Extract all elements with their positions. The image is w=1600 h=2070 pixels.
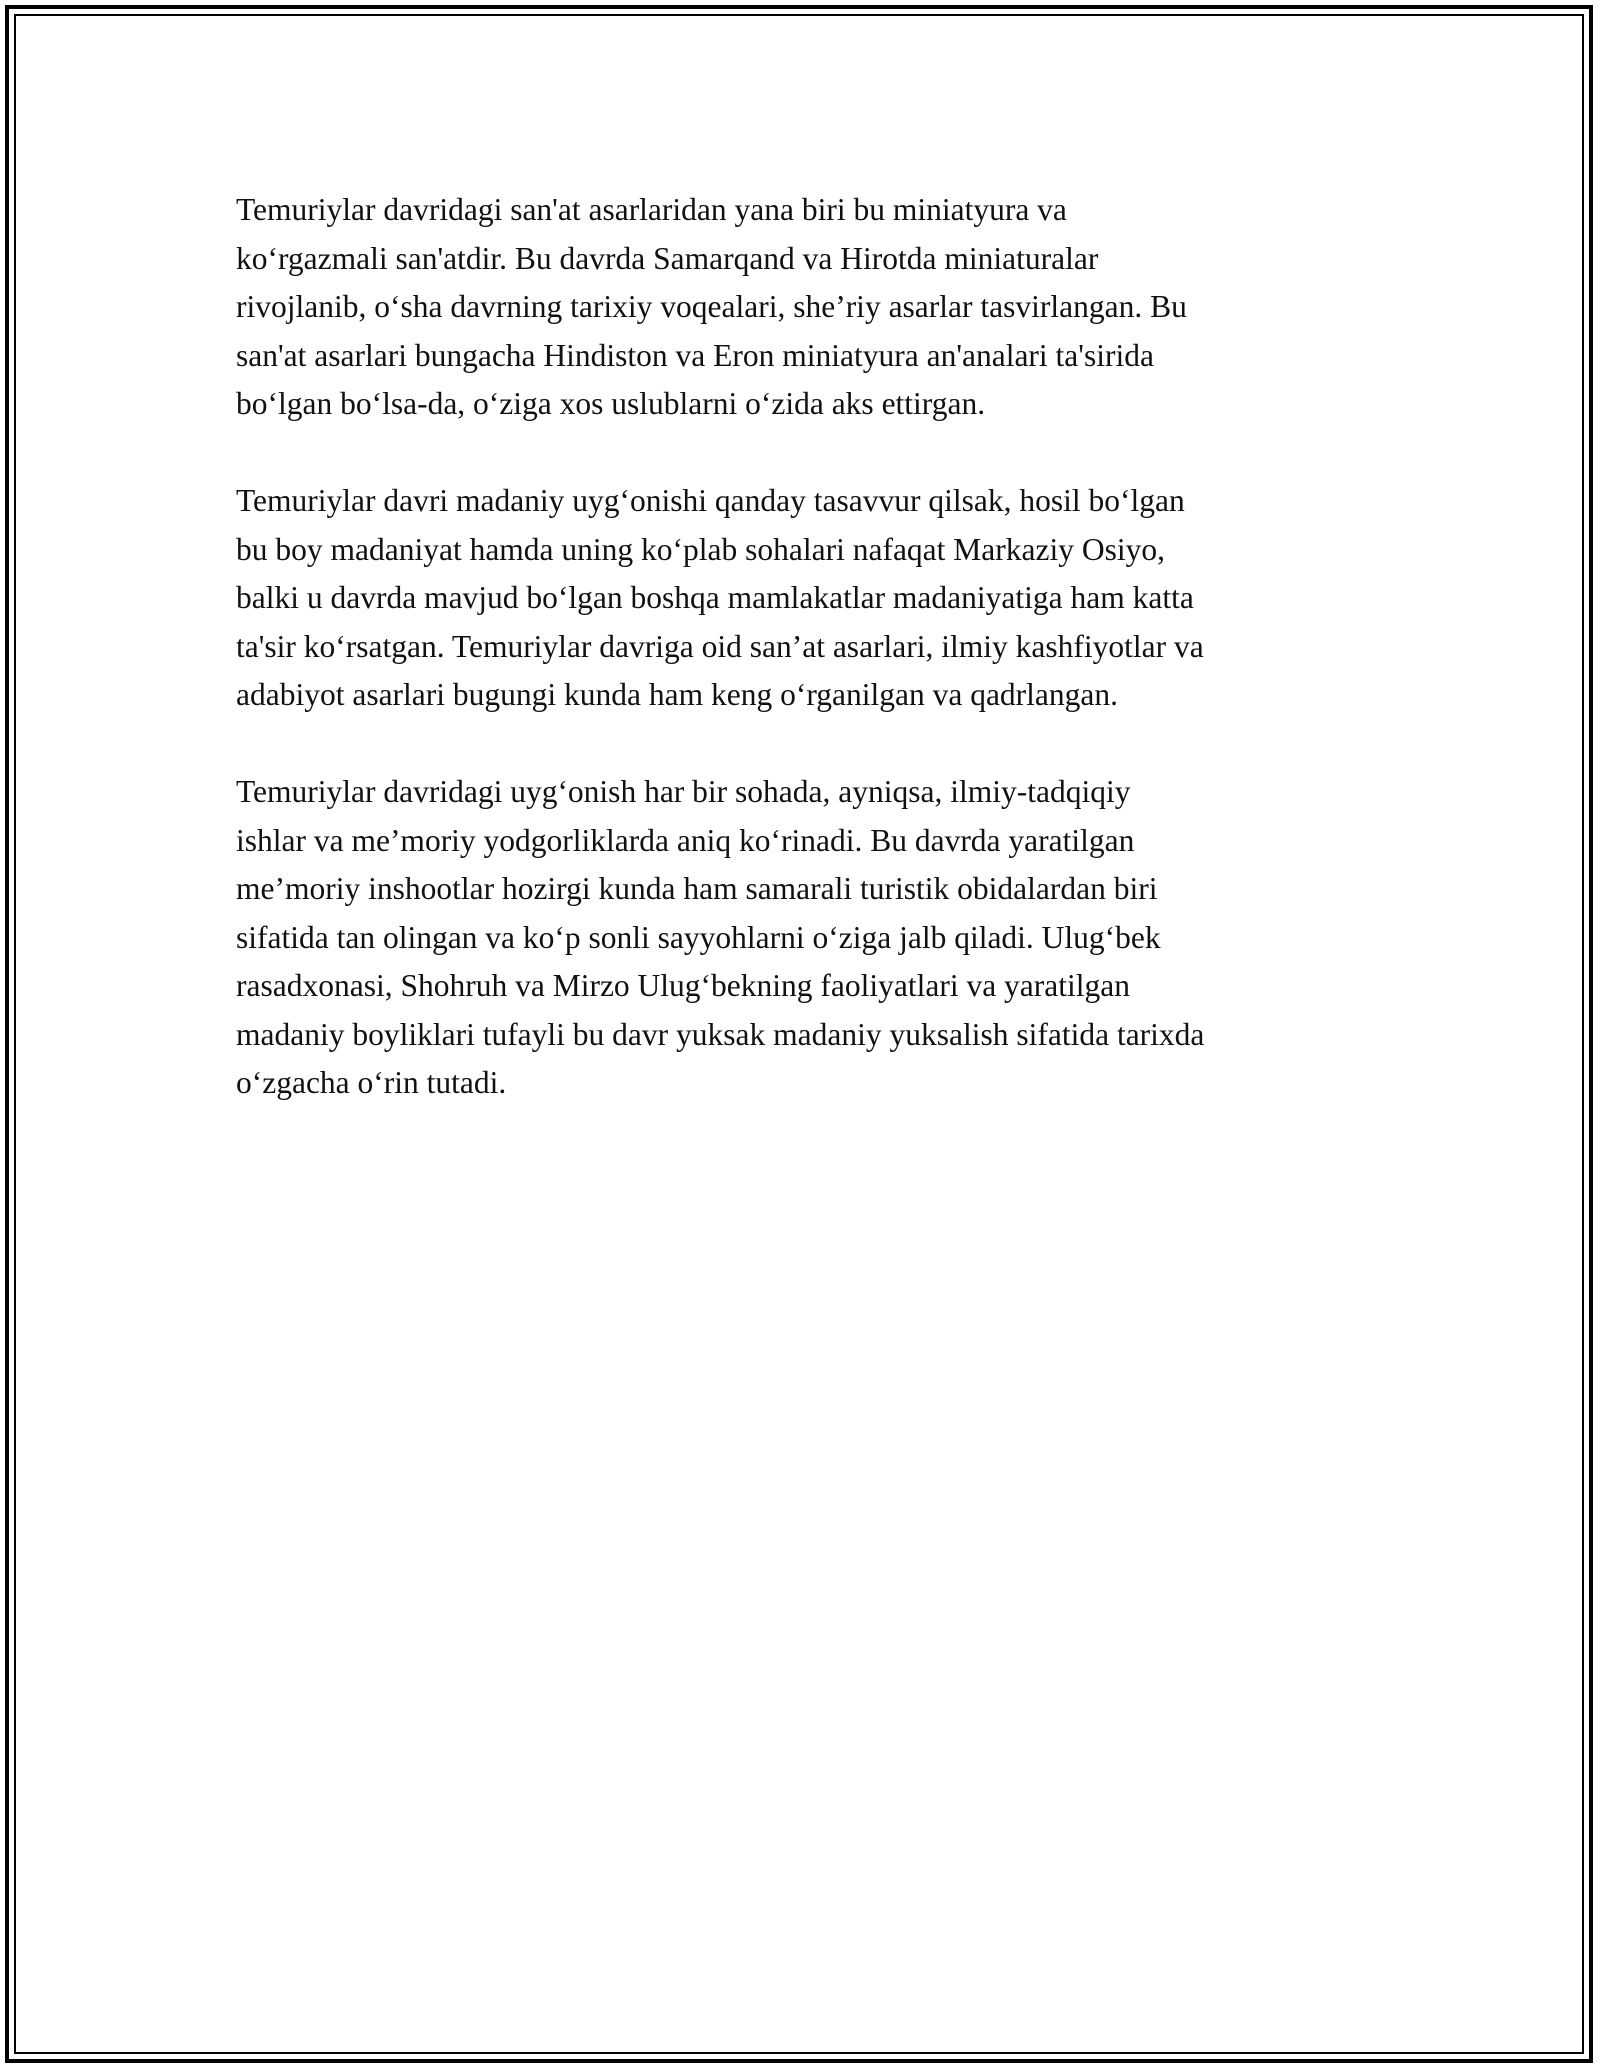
paragraph-architecture-science: Temuriylar davridagi uyg‘onish har bir sohada, ayniqsa, ilmiy-tadqiqiy ishlar va me’moriy yodgorliklarda aniq ko‘rinadi. Bu davrda yaratilgan me’moriy inshootlar hozirgi kunda ham samarali turistik obidalardan biri sifatida tan olingan va ko‘p sonli sayyohlarni o‘ziga jalb qiladi. Ulug‘bek rasadxonasi, Shohruh va Mirzo Ulug‘bekning faoliyatlari va yaratilgan madaniy boyliklari tufayli bu davr yuksak madaniy yuksalish sifatida tarixda o‘zgacha o‘rin tutadi. [236,774,1205,1100]
document-body [236,186,1396,1156]
paragraph-cultural-renaissance: Temuriylar davri madaniy uyg‘onishi qanday tasavvur qilsak, hosil bo‘lgan bu boy madaniyat hamda uning ko‘plab sohalari nafaqat Markaziy Osiyo, balki u davrda mavjud bo‘lgan boshqa mamlakatlar madaniyatiga ham katta ta'sir ko‘rsatgan. Temuriylar davriga oid san’at asarlari, ilmiy kashfiyotlar va adabiyot asarlari bugungi kunda ham keng o‘rganilgan va qadrlangan. [236,483,1204,712]
paragraph-miniature-art: Temuriylar davridagi san'at asarlaridan yana biri bu miniatyura va ko‘rgazmali san'atdir. Bu davrda Samarqand va Hirotda miniaturalar rivojlanib, o‘sha davrning tarixiy voqealari, she’riy asarlar tasvirlangan. Bu san'at asarlari bungacha Hindiston va Eron miniatyura an'analari ta'sirida bo‘lgan bo‘lsa-da, o‘ziga xos uslublarni o‘zida aks ettirgan. [236,192,1187,421]
